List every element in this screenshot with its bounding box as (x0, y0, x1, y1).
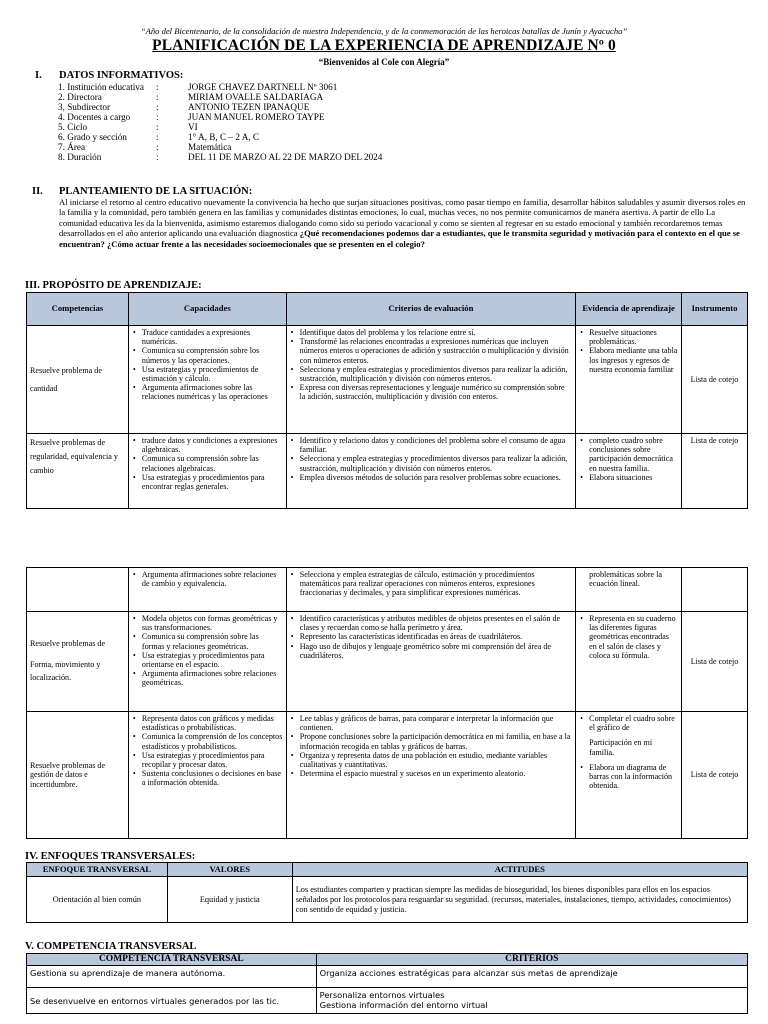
datos-row (58, 92, 382, 102)
datos-label: 6. Grado y sección (58, 132, 127, 142)
col-header-criterios: Criterios de evaluación (286, 293, 575, 326)
competencia-cell: Resuelve problemas de Forma, movimiento y localización. (27, 612, 129, 712)
document-title: PLANIFICACIÓN DE LA EXPERIENCIA DE APRENDIZAJE Nº 0 (152, 37, 616, 54)
datos-label: 7. Área (58, 142, 86, 152)
table-row (27, 988, 748, 1014)
list-item: • Emplea diversos métodos de solución para resolver problemas sobre ecuaciones. (290, 473, 572, 482)
bullet-list (132, 436, 283, 491)
competencia-cell: Resuelve problemas de gestión de datos e incertidumbre. (27, 712, 129, 839)
datos-label: 4. Docentes a cargo (58, 112, 131, 122)
list-item: • Argumenta afirmaciones sobre las relaciones numéricas y las operaciones (132, 383, 283, 401)
list-item: • Usa estrategias y procedimientos de estimación y cálculo. (132, 365, 283, 383)
list-item: • Argumenta afirmaciones sobre relaciones de cambio y equivalencia. (132, 570, 283, 588)
table-row (27, 326, 748, 434)
competencia-cell (27, 568, 129, 612)
instrumento-cell: Lista de cotejo (682, 612, 748, 712)
situacion-paragraph (59, 197, 747, 249)
section-competencia-transversal-heading: V. COMPETENCIA TRANSVERSAL (25, 941, 197, 952)
section-number: II. (32, 186, 43, 197)
bullet-list (290, 714, 572, 778)
criterios-cell (286, 326, 575, 434)
datos-colon: : (156, 82, 159, 92)
datos-row (58, 142, 382, 152)
capacidades-cell (128, 326, 286, 434)
list-item: • completo cuadro sobre conclusiones sobre participación democrática en nuestra familia. (579, 436, 678, 473)
actitud-cell: Los estudiantes comparten y practican siempre las medidas de bioseguridad, los bienes disponibles para ellos en los espacios señalados por los protocolos para resguardar su seguridad. (recursos, materiales, instalaciones, tiempo, actividades, conocimientos) con sentido de equidad y justicia. (292, 877, 747, 923)
datos-row (58, 152, 382, 162)
section-enfoques-heading: IV. ENFOQUES TRANSVERSALES: (25, 851, 196, 862)
section-number: I. (35, 70, 42, 81)
section-title: PLANTEAMIENTO DE LA SITUACIÓN: (59, 186, 253, 197)
evidencia-cell (576, 434, 682, 509)
list-item: • Selecciona y emplea estrategias y procedimientos diversos para realizar la adición, sustracción, multiplicación y división con números enteros. (290, 365, 572, 383)
section-proposito-heading: III. PROPÓSITO DE APRENDIZAJE: (25, 280, 202, 291)
situacion-text: Al iniciarse el retorno al centro educativo nuevamente la convivencia ha hecho que surjan situaciones positivas, como pasar tiempo en familia, desarrollar hábitos saludables y asumir diversos roles en la familia y la comunidad, pero también genera en las familias y comunidades distintas emociones, lo cual, muchas veces, no nos permite comunicarnos de manera asertiva. A partir de ello La comunidad educativa les da la bienvenida, asimismo estaremos dialogando como sido su periodo vacacional y como se sienten al regresar en su estado emocional y también recordaremos temas desarrollados en el año anterior aplicando una evaluación diagnostica (59, 197, 746, 239)
valor-cell: Equidad y justicia (167, 877, 292, 923)
col-header-criterios: CRITERIOS (316, 954, 747, 966)
list-item: • Determina el espacio muestral y sucesos en un experimento aleatorio. (290, 769, 572, 778)
instrumento-cell: Lista de cotejo (682, 434, 748, 509)
col-header-enfoque: ENFOQUE TRANSVERSAL (27, 863, 168, 877)
datos-row (58, 112, 382, 122)
datos-colon: : (156, 122, 159, 132)
datos-label: 3, Subdirector (58, 102, 111, 112)
evidencia-text: Participación en mi familia. (589, 738, 653, 757)
list-item: • Argumenta afirmaciones sobre relaciones geométricas. (132, 669, 283, 687)
bullet-list (132, 328, 283, 402)
col-header-competencias: Competencias (27, 293, 129, 326)
table-row (27, 966, 748, 988)
col-header-competencia-transversal: COMPETENCIA TRANSVERSAL (27, 954, 317, 966)
evidencia-cell: problemáticas sobre la ecuación lineal. (576, 568, 682, 612)
list-item: • Comunica su comprensión sobre los números y las operaciones. (132, 346, 283, 364)
datos-value: ANTONIO TEZEN IPANAQUE (188, 102, 310, 112)
capacidades-cell (128, 712, 286, 839)
list-item: • Sustenta conclusiones o decisiones en base a información obtenida. (132, 769, 283, 787)
list-item: • Modela objetos con formas geométricas y sus transformaciones. (132, 614, 283, 632)
list-item: • Comunica su comprensión sobre las relaciones algebraicas. (132, 454, 283, 472)
list-item: • Usa estrategias y procedimientos para encontrar reglas generales. (132, 473, 283, 491)
table-row (27, 877, 748, 923)
list-item: • Comunica la comprensión de los conceptos estadísticos y probabilísticos. (132, 732, 283, 750)
list-item: • Identifique datos del problema y los relacione entre sí. (290, 328, 572, 337)
bullet-list (579, 614, 678, 660)
criterios-cell (286, 434, 575, 509)
header-motto: “Año del Bicentenario, de la consolidación de nuestra Independencia, y de la conmemoración de las heroicas batallas de Junín y Ayacucho” (140, 26, 628, 36)
datos-label: 1. Institución educativa (58, 82, 144, 92)
table-row (27, 612, 748, 712)
datos-label: 8. Duración (58, 152, 102, 162)
competencia-transversal-table (26, 953, 748, 1014)
list-item: • Elabora un diagrama de barras con la información obtenida. (579, 763, 678, 791)
capacidades-cell (128, 568, 286, 612)
datos-colon: : (156, 92, 159, 102)
list-item: • Hago uso de dibujos y lenguaje geométrico sobre mi comprensión del área de cuadriláteros. (290, 642, 572, 660)
datos-row (58, 132, 382, 142)
capacidades-cell (128, 434, 286, 509)
list-item: • Traduce cantidades a expresiones numéricas. (132, 328, 283, 346)
datos-colon: : (156, 142, 159, 152)
bullet-list (290, 570, 572, 598)
bullet-list (290, 614, 572, 660)
section-datos-heading (35, 70, 183, 81)
criterios-cell (316, 988, 747, 1014)
list-item: • Selecciona y emplea estrategias y procedimientos diversos para realizar la adición, sustracción, multiplicación y división con números enteros. (290, 454, 572, 472)
datos-row (58, 102, 382, 112)
table-row (27, 568, 748, 612)
list-item: • Identifico características y atributos medibles de objetos presentes en el salón de clases y recuerdan como se halla perímetro y área. (290, 614, 572, 632)
bullet-list (132, 570, 283, 588)
bullet-list (290, 328, 572, 402)
situacion-question: ¿Qué recomendaciones podemos dar a estudiantes, que le transmita seguridad y motivación para el contexto en el que se encuentran? ¿Cómo actuar frente a las necesidades socioemocionales que se presenten en el colegio? (59, 228, 740, 249)
list-item: • Representa datos con gráficos y medidas estadísticas o probabilísticas. (132, 714, 283, 732)
col-header-capacidades: Capacidades (128, 293, 286, 326)
list-item: • Selecciona y emplea estrategias de cálculo, estimación y procedimientos matemáticos para realizar operaciones con números enteros, expresiones fraccionarias y decimales, y para simplificar expresiones numéricas. (290, 570, 572, 598)
datos-label: 5. Ciclo (58, 122, 88, 132)
criterio-line: Personaliza entornos virtuales (319, 990, 445, 1000)
table-row (27, 712, 748, 839)
table-row (27, 434, 748, 509)
datos-value: JUAN MANUEL ROMERO TAYPE (188, 112, 325, 122)
col-header-valores: VALORES (167, 863, 292, 877)
list-item: • Expresa con diversas representaciones y lenguaje numérico su comprensión sobre la adición, sustracción, multiplicación y división con enteros. (290, 383, 572, 401)
list-item: • Comunica su comprensión sobre las formas y relaciones geométricas. (132, 632, 283, 650)
competencia-cell: Resuelve problema de cantidad (27, 326, 129, 434)
list-item: • Usa estrategias y procedimientos para recopilar y procesar datos. (132, 751, 283, 769)
proposito-table (26, 292, 748, 509)
bullet-list (132, 614, 283, 688)
criterio-line: Gestiona información del entorno virtual (319, 1000, 488, 1010)
section-situacion-heading (32, 186, 252, 197)
list-item: • Resuelve situaciones problemáticas. (579, 328, 678, 346)
list-item: • Representa en su cuaderno las diferentes figuras geométricas encontradas en el salón de clases y coloca su fórmula. (579, 614, 678, 660)
list-item: • Organiza y representa datos de una población en estudio, mediante variables cualitativas y cuantitativas. (290, 751, 572, 769)
criterios-cell (286, 568, 575, 612)
datos-list (58, 82, 382, 162)
datos-colon: : (156, 102, 159, 112)
competencia-cell: Se desenvuelve en entornos virtuales generados por las tic. (27, 988, 317, 1014)
competencia-cell: Gestiona su aprendizaje de manera autónoma. (27, 966, 317, 988)
datos-colon: : (156, 152, 159, 162)
list-item: • Usa estrategias y procedimientos para orientarse en el espacio. (132, 651, 283, 669)
instrumento-cell: Lista de cotejo (682, 326, 748, 434)
instrumento-cell: Lista de cotejo (682, 712, 748, 839)
enfoque-cell: Orientación al bien común (27, 877, 168, 923)
enfoques-table (26, 862, 748, 923)
datos-value: DEL 11 DE MARZO AL 22 DE MARZO DEL 2024 (188, 152, 383, 162)
list-item: • Propone conclusiones sobre la participación democrática en mi familia, en base a la información recogida en tablas y gráficos de barras. (290, 732, 572, 750)
capacidades-cell (128, 612, 286, 712)
bullet-list (579, 436, 678, 482)
proposito-table-continued (26, 567, 748, 839)
datos-value: MIRIAM OVALLE SALDARIAGA (188, 92, 324, 102)
evidencia-cell (576, 612, 682, 712)
bullet-list (579, 328, 678, 374)
datos-row (58, 122, 382, 132)
col-header-evidencia: Evidencia de aprendizaje (576, 293, 682, 326)
datos-colon: : (156, 132, 159, 142)
competencia-cell: Resuelve problemas de regularidad, equivalencia y cambio (27, 434, 129, 509)
datos-value: Matemática (188, 142, 232, 152)
document-subtitle: “Bienvenidos al Cole con Alegría” (318, 57, 450, 67)
list-item: • Represento las características identificadas en áreas de cuadriláteros. (290, 632, 572, 641)
list-item: • Elabora situaciones (579, 473, 678, 482)
section-title: DATOS INFORMATIVOS: (59, 70, 184, 81)
instrumento-cell (682, 568, 748, 612)
datos-value: JORGE CHAVEZ DARTNELL Nº 3061 (188, 82, 338, 92)
list-item: • Transformé las relaciones encontradas a expresiones numéricas que incluyen números enteros u operaciones de adición y sustracción o multiplicación y división con números enteros. (290, 337, 572, 365)
list-item: • Lee tablas y gráficos de barras, para comparar e interpretar la información que contienen. (290, 714, 572, 732)
evidencia-cell (576, 326, 682, 434)
criterios-cell (286, 712, 575, 839)
list-item: • Elabora mediante una tabla los ingresos y egresos de nuestra economía familiar (579, 346, 678, 374)
criterios-cell: Organiza acciones estratégicas para alcanzar sus metas de aprendizaje (316, 966, 747, 988)
bullet-list (290, 436, 572, 482)
bullet-list (132, 714, 283, 788)
list-item: • Identifico y relaciono datos y condiciones del problema sobre el consumo de agua familiar. (290, 436, 572, 454)
list-item: • Completar el cuadro sobre el gráfico de (579, 714, 678, 732)
list-item: • traduce datos y condiciones a expresiones algebraicas. (132, 436, 283, 454)
col-header-instrumento: Instrumento (682, 293, 748, 326)
criterios-cell (286, 612, 575, 712)
datos-row (58, 82, 382, 92)
col-header-actitudes: ACTITUDES (292, 863, 747, 877)
evidencia-cell (576, 712, 682, 839)
datos-colon: : (156, 112, 159, 122)
datos-value: VI (188, 122, 198, 132)
datos-value: 1° A, B, C – 2 A, C (188, 132, 260, 142)
datos-label: 2. Directora (58, 92, 102, 102)
